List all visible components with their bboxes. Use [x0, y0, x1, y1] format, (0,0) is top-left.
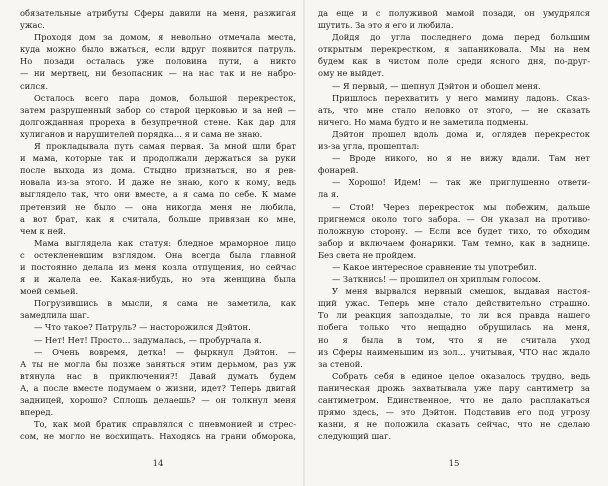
text-line: Дойдя до угла последнего дома перед большим: [332, 32, 590, 43]
text-line: из Сферы наименьшим из зол… учитывая, ЧТО нас ждало: [318, 346, 590, 357]
text-line: ла я.: [318, 189, 339, 200]
text-line: Без света не пройдем.: [318, 249, 417, 260]
right-page-text: [318, 7, 590, 442]
text-line: ужас.: [20, 20, 45, 31]
text-line: и мама, которые так и продолжали держаться за руки: [20, 153, 296, 164]
text-line: с остекленевшим взглядом. Она всегда была главной: [20, 249, 296, 260]
text-line: сом, не могло не восхищать. Находясь на грани обморока,: [20, 431, 296, 442]
text-line: Мама выглядела как статуя: бледное мраморное лицо: [34, 237, 296, 248]
text-line: открытым перекрестком, я запаниковала. Мы на нем: [318, 44, 590, 55]
text-line: выглядело так, что они вместе, а я сама по себе. К маме: [20, 189, 296, 200]
text-line: Осталось всего пара домов, большой перекресток,: [34, 92, 296, 103]
text-line: — Нет! Нет! Просто… задумалась, — пробурчала я.: [34, 334, 262, 345]
right-page: [318, 7, 590, 485]
text-line: шутить. За это я его и любила.: [318, 20, 454, 31]
text-line: куда можно было вжаться, если вдруг появится патруль.: [20, 44, 296, 55]
text-line: задницей, хорошо? Сплошь делаешь? — он толкнул меня: [20, 395, 296, 405]
page-number-left: 14: [152, 459, 164, 469]
text-line: А ты не могла бы позже заняться этим дерьмом, раз уж: [20, 358, 296, 369]
text-line: а вот брат, как я считала, больше привязан ко мне,: [20, 213, 296, 224]
text-line: втянула нас в приключения?! Давай думать будем: [20, 370, 296, 381]
text-line: У меня вырвался нервный смешок, выдавая настоя-: [332, 286, 590, 297]
left-page-text: [20, 7, 296, 442]
text-line: долгожданная прореха в безупречной стене. Как дар для: [20, 116, 296, 127]
text-line: — Вроде никого, но я не вижу вдали. Там нет: [332, 153, 590, 164]
text-line: Погрузившись в мысли, я сама не заметила, как: [34, 298, 296, 309]
text-line: хулиганов и нарушителей порядка… я и сама не знаю.: [20, 128, 263, 139]
text-line: — Какое интересное сравнение ты употребил.: [332, 261, 537, 272]
text-line: я и жалела ее. Какая-нибудь, но эта женщина была: [20, 274, 296, 285]
text-line: — ни мертвец, ни безопасник — на нас так и не набро-: [20, 68, 296, 79]
text-line: чем к ней.: [20, 225, 66, 236]
text-line: Но позади осталась уже половина пути, а никто: [20, 56, 296, 67]
text-line: моей семьей.: [20, 286, 79, 297]
text-line: да еще и с полуживой мамой позади, он умудрялся: [318, 8, 590, 18]
text-line: замедлила шаг.: [20, 310, 90, 321]
text-line: — Стой! Через перекресток мы побежим, дальше: [332, 201, 590, 212]
text-line: но я была в том, что я не считала уход: [318, 334, 590, 345]
text-line: положную сторону. — Если все будет тихо, то обходим: [318, 225, 590, 236]
text-line: затем разрушенный забор со старой церковью и за ней —: [20, 104, 296, 115]
text-line: — Заткнись! — прошипел он хриплым голосом.: [332, 274, 541, 285]
text-line: паническая дрожь захватывала уже пару сантиметр за: [318, 382, 590, 393]
text-line: ому не выйдет.: [318, 68, 385, 79]
text-line: претензий не было — она никогда меня не любила,: [20, 201, 296, 212]
text-line: Дэйтон прошел вдоль дома и, оглядев перекресток: [332, 128, 590, 139]
text-line: А, а после вместе подумаем о жизни, идет? Теперь двигай: [20, 382, 296, 393]
text-line: ать, что мне стало неловко от этого, — не сказать: [318, 104, 590, 115]
text-line: — Что такое? Патруль? — насторожился Дэйтон.: [34, 322, 251, 333]
text-line: Пришлось перехватить у него мамину ладонь. Сказ-: [332, 92, 590, 103]
text-line: — Очень вовремя, детка! — фыркнул Дэйтон. —: [34, 346, 296, 357]
text-line: Собрать себя в единое целое оказалось трудно, ведь: [332, 370, 590, 381]
text-line: казни, я не положила сказать сейчас, что не сделаю: [318, 419, 590, 430]
text-line: сантиметром. Единственное, что не дало расплакаться: [318, 395, 590, 405]
text-line: следующий шаг.: [318, 431, 392, 442]
text-line: забор и включаем фонарики. Там темно, как в заднице.: [318, 237, 590, 248]
text-line: щий ужас. Теперь мне стало действительно страшно.: [318, 298, 590, 309]
text-line: будем как в чистом поле среди ясного дня, по-друг-: [318, 56, 590, 67]
text-line: То, как мой братик справлялся с пневмонией и стрес-: [34, 419, 296, 430]
text-line: новала из-за этого. И даже не знаю, кого к кому, ведь: [20, 177, 296, 188]
text-line: прямо здесь, — это Дэйтон. Подставив его под угрозу: [318, 407, 590, 418]
text-line: побега только что нещадно обрушилась на меня,: [318, 322, 590, 333]
text-line: ничего. Но мама будто и не заметила подмены.: [318, 116, 529, 127]
text-line: — Хорошо! Идем! — так же приглушенно ответи-: [332, 177, 590, 188]
text-line: за стеной.: [318, 358, 363, 369]
text-line: — Я первый, — шепнул Дэйтон и обошел меня.: [332, 80, 541, 91]
text-line: пригнемся около того забора. — Он указал на противо-: [318, 213, 590, 224]
text-line: обязательные атрибуты Сферы давили на меня, разжигая: [20, 8, 296, 18]
text-line: после выхода из дома. Стыдно признаться, но я рев-: [20, 165, 296, 176]
text-line: фонарей.: [318, 165, 359, 176]
text-line: из-за угла, прошептал:: [318, 141, 420, 152]
book-gutter: [303, 0, 305, 486]
text-line: То ли реакция запоздалые, то ли вся правда нашего: [318, 310, 590, 321]
text-line: сился.: [20, 80, 48, 91]
left-page: [20, 7, 296, 485]
text-line: и постоянно делала из меня козла отпущения, но сейчас: [20, 261, 296, 272]
page-number-right: 15: [448, 459, 460, 469]
text-line: вперед.: [20, 407, 54, 418]
text-line: Я прокладывала путь самая первая. За мной шли брат: [34, 141, 296, 152]
text-line: Проходя дом за домом, я невольно отмечала места,: [34, 32, 296, 43]
